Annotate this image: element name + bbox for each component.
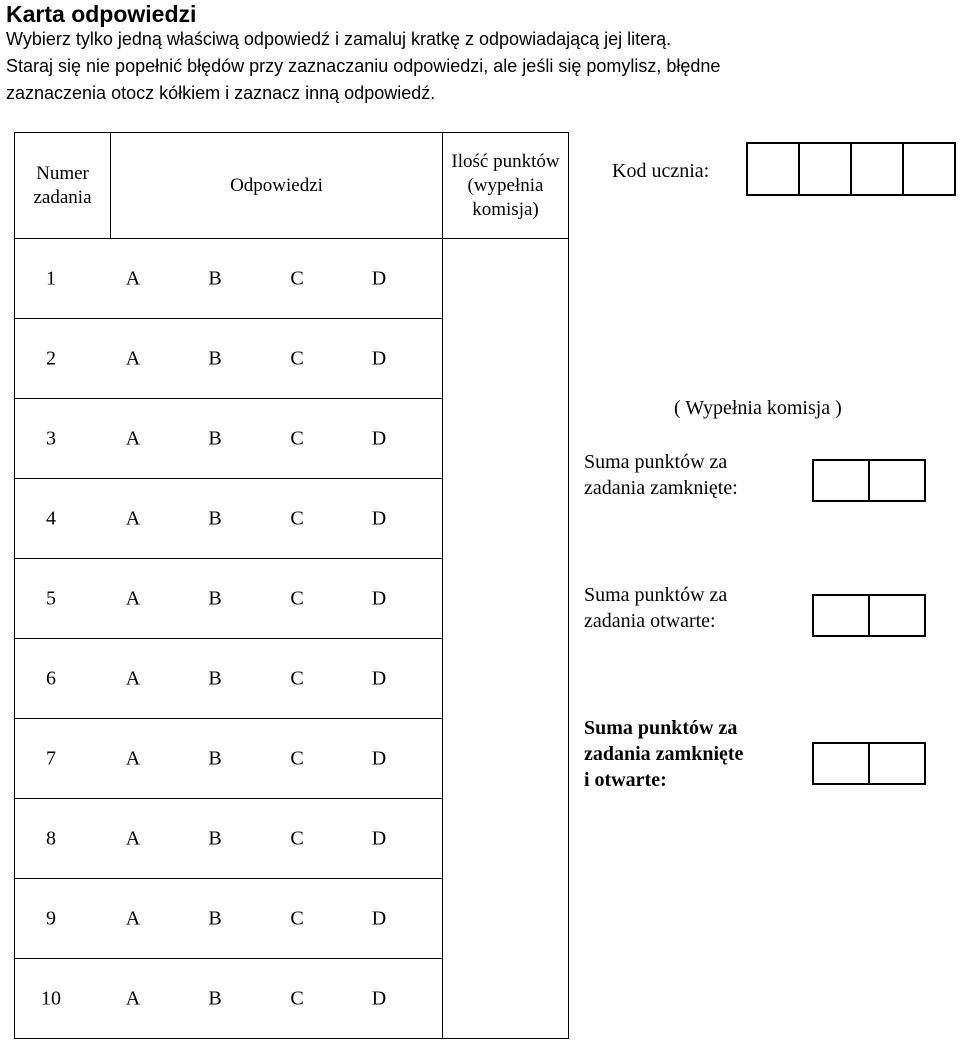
student-code-box[interactable]: [850, 142, 904, 196]
task-number: 7: [46, 747, 56, 769]
sum-closed-boxes: [814, 459, 926, 502]
option-a[interactable]: A: [125, 667, 141, 689]
task-number: 8: [46, 827, 56, 849]
option-c[interactable]: C: [290, 267, 304, 289]
option-a[interactable]: A: [125, 747, 141, 769]
answer-options: [15, 319, 443, 399]
answer-table: [14, 132, 569, 1039]
header-answers: Odpowiedzi: [111, 133, 443, 239]
task-number: 4: [46, 507, 56, 529]
answer-options: [15, 719, 443, 799]
option-b[interactable]: B: [208, 987, 222, 1009]
answer-options: [15, 399, 443, 479]
instruction-line-1: Wybierz tylko jedną właściwą odpowiedź i zamaluj kratkę z odpowiadającą jej literą.: [6, 29, 672, 49]
option-b[interactable]: B: [208, 587, 222, 609]
answer-options: [15, 959, 443, 1039]
task-number: 9: [46, 907, 56, 929]
points-cell: [443, 239, 569, 1039]
student-code-box[interactable]: [746, 142, 800, 196]
option-d[interactable]: D: [371, 587, 387, 609]
option-c[interactable]: C: [290, 747, 304, 769]
option-c[interactable]: C: [290, 507, 304, 529]
option-b[interactable]: B: [208, 907, 222, 929]
score-box[interactable]: [868, 742, 926, 785]
student-code-boxes: [748, 142, 956, 196]
answer-options: [15, 799, 443, 879]
option-b[interactable]: B: [208, 427, 222, 449]
option-a[interactable]: A: [125, 827, 141, 849]
answer-options: [15, 559, 443, 639]
option-b[interactable]: B: [208, 667, 222, 689]
option-a[interactable]: A: [125, 987, 141, 1009]
instruction-line-3: zaznaczenia otocz kółkiem i zaznacz inną odpowiedź.: [6, 83, 436, 103]
option-d[interactable]: D: [371, 507, 387, 529]
task-number: 2: [46, 347, 56, 369]
committee-note: ( Wypełnia komisja ): [674, 397, 842, 419]
option-b[interactable]: B: [208, 267, 222, 289]
task-number: 3: [46, 427, 56, 449]
sum-open-label: Suma punktów za zadania otwarte:: [584, 584, 728, 632]
option-d[interactable]: D: [371, 747, 387, 769]
sum-total-line-1: Suma punktów za: [584, 717, 738, 739]
task-number: 6: [46, 667, 56, 689]
sum-closed-label: Suma punktów za zadania zamknięte:: [584, 451, 738, 499]
score-box[interactable]: [868, 594, 926, 637]
option-a[interactable]: A: [125, 507, 141, 529]
option-d[interactable]: D: [371, 827, 387, 849]
instruction-line-2: Staraj się nie popełnić błędów przy zaznaczaniu odpowiedzi, ale jeśli się pomylisz, błędne: [6, 56, 721, 76]
option-b[interactable]: B: [208, 347, 222, 369]
option-b[interactable]: B: [208, 827, 222, 849]
table-row: [15, 239, 569, 319]
option-c[interactable]: C: [290, 667, 304, 689]
sum-total-line-3: i otwarte:: [584, 769, 667, 791]
option-d[interactable]: D: [371, 667, 387, 689]
option-c[interactable]: C: [290, 827, 304, 849]
task-number: 1: [46, 267, 56, 289]
sum-open-boxes: [814, 594, 926, 637]
option-d[interactable]: D: [371, 907, 387, 929]
task-number: 5: [46, 587, 56, 609]
option-b[interactable]: B: [208, 747, 222, 769]
score-box[interactable]: [812, 742, 870, 785]
option-c[interactable]: C: [290, 987, 304, 1009]
option-c[interactable]: C: [290, 907, 304, 929]
score-box[interactable]: [812, 594, 870, 637]
student-code-box[interactable]: [902, 142, 956, 196]
score-box[interactable]: [812, 459, 870, 502]
score-box[interactable]: [868, 459, 926, 502]
task-number: 10: [41, 987, 61, 1009]
answer-options: [15, 639, 443, 719]
option-a[interactable]: A: [125, 427, 141, 449]
option-a[interactable]: A: [125, 907, 141, 929]
option-c[interactable]: C: [290, 427, 304, 449]
sum-total-label: [584, 715, 743, 793]
option-d[interactable]: D: [371, 347, 387, 369]
answer-options: [15, 239, 443, 319]
option-a[interactable]: A: [125, 347, 141, 369]
option-c[interactable]: C: [290, 347, 304, 369]
option-d[interactable]: D: [371, 427, 387, 449]
header-points: Ilość punktów (wypełnia komisja): [443, 133, 569, 239]
student-code-box[interactable]: [798, 142, 852, 196]
header-task-number: Numer zadania: [15, 133, 111, 239]
student-code-label: Kod ucznia:: [612, 160, 710, 182]
option-b[interactable]: B: [208, 507, 222, 529]
sum-total-boxes: [814, 742, 926, 785]
answer-options: [15, 479, 443, 559]
option-d[interactable]: D: [371, 987, 387, 1009]
page-title: Karta odpowiedzi: [6, 1, 197, 27]
option-a[interactable]: A: [125, 267, 141, 289]
sum-total-line-2: zadania zamknięte: [584, 743, 744, 765]
answer-options: [15, 879, 443, 959]
option-d[interactable]: D: [371, 267, 387, 289]
option-a[interactable]: A: [125, 587, 141, 609]
option-c[interactable]: C: [290, 587, 304, 609]
